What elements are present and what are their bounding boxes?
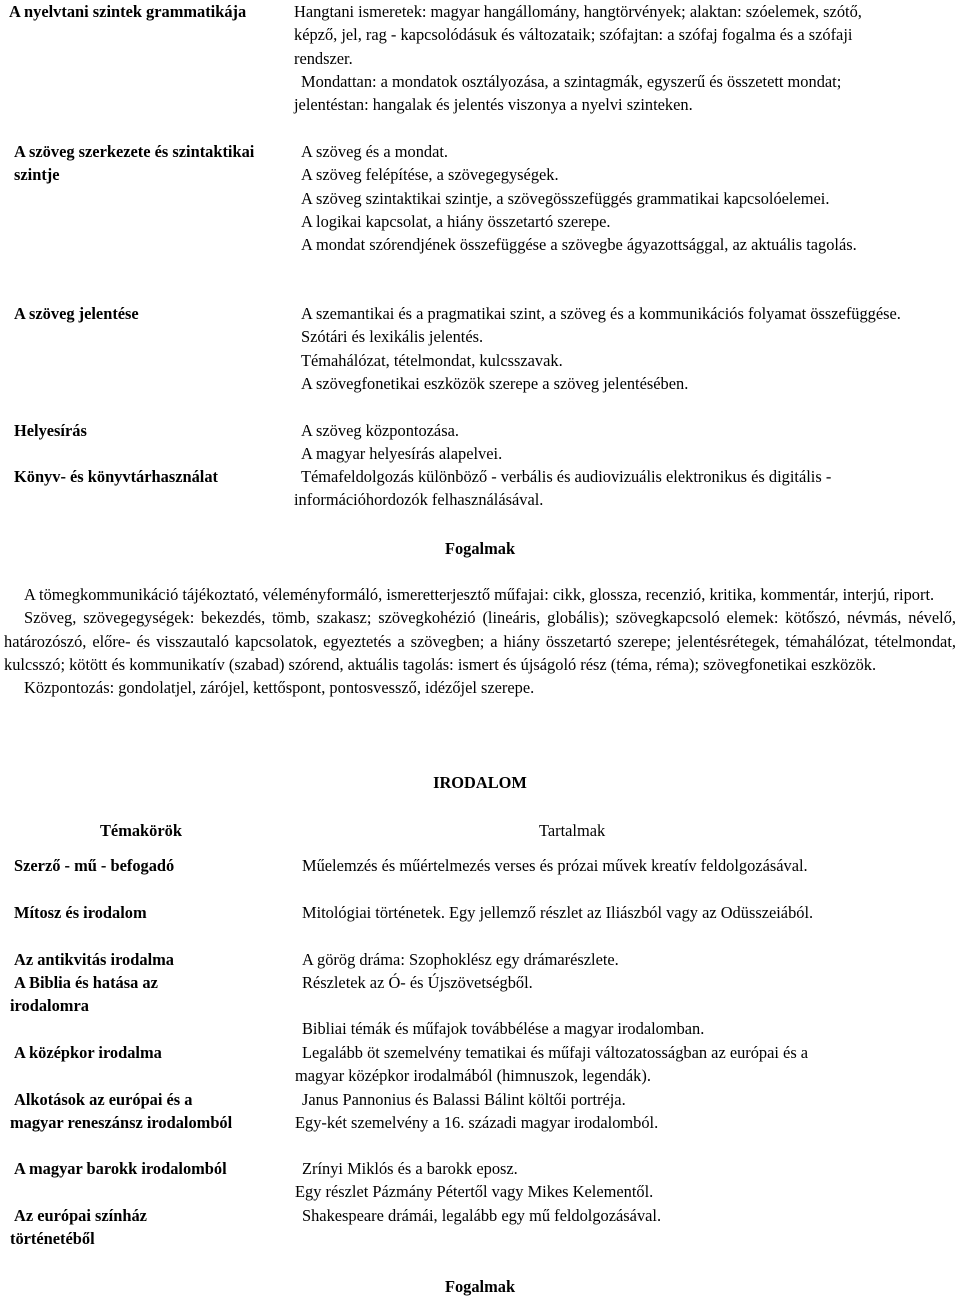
literature-concepts-heading: Fogalmak — [444, 1277, 516, 1296]
concept-paragraph: Szöveg, szövegegységek: bekezdés, tömb, szakasz; szövegkohézió (lineáris, globális); szövegkapcsoló elemek: kötőszó, névmás, névelő, határozószó, előre- és visszautaló kapcsolatok, egyeztetés a szövegben; a hiány összetartó szerepe; jelentésrétegek, témahálózat, tételmondat, kulcsszó; kötött és kommunikatív (szabad) szórend, aktuális tagolás: ismert és újságoló rész (téma, réma); szövegfonetikai eszközök. — [4, 608, 956, 674]
concepts-heading: Fogalmak — [444, 539, 516, 558]
content-item: Műelemzés és műértelmezés verses és prózai művek kreatív feldolgozásával. — [302, 856, 808, 875]
content-item: A szöveg felépítése, a szövegegységek. — [301, 165, 559, 185]
content-item: A szöveg központozása. — [301, 421, 459, 440]
content-item: Egy-két szemelvény a 16. századi magyar irodalomból. — [295, 1113, 659, 1132]
concept-paragraph: Központozás: gondolatjel, zárójel, kettőspont, pontosvessző, idézőjel szerepe. — [24, 678, 535, 698]
content-item: Zrínyi Miklós és a barokk eposz. — [302, 1159, 518, 1178]
content-item: Témahálózat, tételmondat, kulcsszavak. — [301, 350, 563, 370]
topic-spelling: Helyesírás — [14, 421, 87, 440]
content-item: Legalább öt szemelvény tematikai és műfaji változatosságban az európai és a magyar középkor irodalmából (himnuszok, legendák). — [295, 1043, 809, 1086]
content-item: A magyar helyesírás alapelvei. — [301, 444, 503, 464]
topic-text-structure: A szöveg szerkezete és szintaktikai szintje — [14, 142, 255, 185]
contents-library-use — [294, 465, 904, 512]
content-item: Hangtani ismeretek: magyar hangállomány, hangtörvények; alaktan: szóelemek, szótő, képző, jel, rag - kapcsolódásuk és változataik; szófajtan: a szófaj fogalma és a szófaji rendszer. — [294, 2, 862, 68]
content-item: Mitológiai történetek. Egy jellemző részlet az Iliászból vagy az Odüsszeiából. — [302, 903, 814, 922]
topic-european-theatre: Az európai színház történetéből — [10, 1206, 147, 1249]
contents-text-meaning — [294, 302, 904, 395]
content-item: Egy részlet Pázmány Pétertől vagy Mikes Kelementől. — [295, 1182, 654, 1201]
topics-column-header: Témakörök — [100, 821, 182, 840]
content-item: A szemantikai és a pragmatikai szint, a szöveg és a kommunikációs folyamat összefüggése. — [301, 304, 901, 323]
content-item: Janus Pannonius és Balassi Bálint költői portréja. — [302, 1090, 626, 1109]
topic-grammar-levels: A nyelvtani szintek grammatikája — [9, 2, 247, 21]
content-item: Szótári és lexikális jelentés. — [301, 327, 484, 347]
literature-heading: IRODALOM — [433, 773, 527, 792]
content-item: A szöveg szintaktikai szintje, a szövegösszefüggés grammatikai kapcsolóelemei. — [301, 188, 830, 208]
contents-column-header: Tartalmak — [539, 821, 606, 840]
topic-middle-ages: A középkor irodalma — [14, 1043, 162, 1062]
concepts-paragraphs — [4, 583, 956, 699]
content-item: Témafeldolgozás különböző - verbális és audiovizuális elektronikus és digitális - információhordozók felhasználásával. — [294, 467, 832, 510]
contents-text-structure — [294, 140, 904, 256]
topic-baroque: A magyar barokk irodalomból — [14, 1159, 227, 1178]
concept-paragraph: A tömegkommunikáció tájékoztató, véleményformáló, ismeretterjesztő műfajai: cikk, glossza, recenzió, kritika, kommentár, interjú, riport. — [24, 585, 935, 604]
topic-text-meaning: A szöveg jelentése — [14, 304, 139, 323]
content-item: A szövegfonetikai eszközök szerepe a szöveg jelentésében. — [301, 373, 689, 393]
contents-grammar-levels — [294, 0, 904, 116]
content-item: Shakespeare drámái, legalább egy mű feldolgozásával. — [302, 1206, 662, 1225]
topic-myth-literature: Mítosz és irodalom — [14, 903, 147, 922]
topic-renaissance: Alkotások az európai és a magyar reneszánsz irodalomból — [10, 1090, 233, 1133]
topic-library-use: Könyv- és könyvtárhasználat — [14, 467, 218, 486]
topic-antiquity: Az antikvitás irodalma — [14, 950, 174, 969]
content-item: A logikai kapcsolat, a hiány összetartó szerepe. — [301, 211, 611, 231]
content-item: A szöveg és a mondat. — [301, 142, 449, 161]
topic-author-work-reader: Szerző - mű - befogadó — [14, 856, 175, 875]
content-item: Bibliai témák és műfajok továbbélése a magyar irodalomban. — [302, 1019, 705, 1038]
content-item: A görög dráma: Szophoklész egy drámarészlete. — [302, 950, 619, 969]
content-item: Részletek az Ó- és Újszövetségből. — [302, 973, 533, 992]
contents-spelling — [294, 419, 904, 466]
content-item: Mondattan: a mondatok osztályozása, a szintagmák, egyszerű és összetett mondat; jelentéstan: hangalak és jelentés viszonya a nyelvi szinteken. — [294, 71, 842, 115]
content-item: A mondat szórendjének összefüggése a szövegbe ágyazottsággal, az aktuális tagolás. — [301, 235, 857, 255]
topic-bible: A Biblia és hatása az irodalomra — [10, 973, 158, 1016]
